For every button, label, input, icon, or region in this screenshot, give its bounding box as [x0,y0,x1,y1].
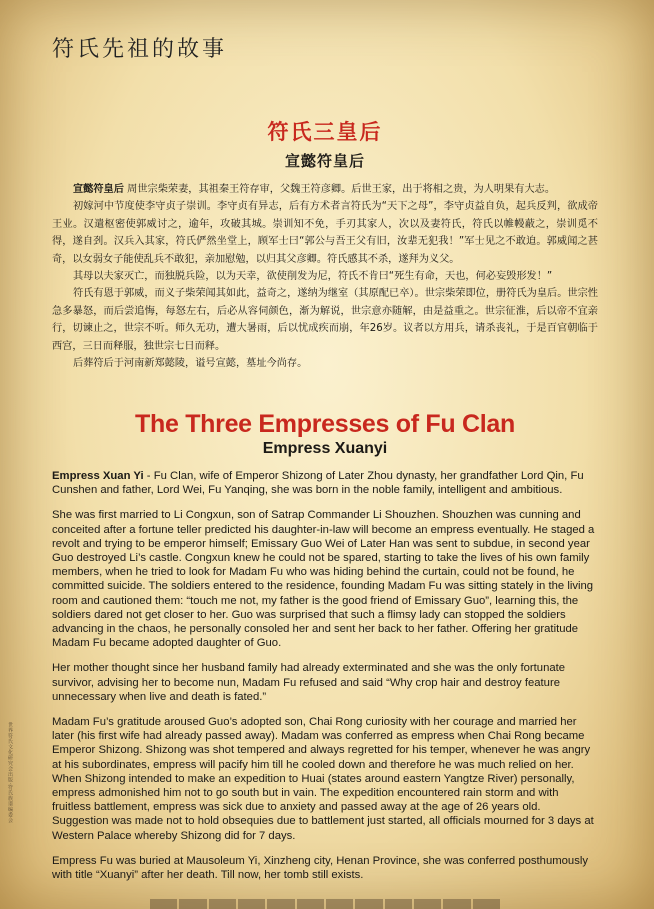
english-section [52,410,598,893]
english-paragraph-4: Madam Fu’s gratitude aroused Guo’s adopted son, Chai Rong curiosity with her courage and married her later (his first wife had already passed away). Madam was conferred as empress when Chai Rong became Emperor Shizong. Shizong was shot tempered and always regretted for his temper, whenever he was angry at his subordinates, empress will pacify him till he cooled down and therefore he was much relied on her. When Shizong intended to make an expedition to Huai (states around eastern Yangtze River) personally, empress admonished him not to go south but in vain. The expedition encountered rain storm and with fruitless battlement, empress was sick due to anxiety and passed away at the age of 26 years old. Suggestion was made not to hold obsequies due to battlement just started, all officials mourned for 3 days at Western Palace whereby Shizong did for 7 days. [52,716,594,842]
page-header-title: 符氏先祖的故事 [52,37,228,62]
side-credit-text: 世界符氏文化研究会出版·符氏族谱编委会 [7,722,13,824]
chinese-paragraph-1-text: 周世宗柴荣妻，其祖秦王符存审，父魏王符彦卿。后世王家，出于将相之贵，为人明果有大志。 [123,184,556,195]
chinese-paragraph-5: 后葬符后于河南新郑懿陵，谥号宣懿，墓址今尚存。 [73,358,308,370]
band-segment [297,899,324,909]
band-segment [326,899,353,909]
english-paragraph-1 [52,469,598,497]
band-segment [443,899,470,909]
english-lead-name: Empress Xuan Yi [52,470,144,482]
chinese-subtitle: 宣懿符皇后 [284,152,365,170]
english-paragraph-1-text: - Fu Clan, wife of Emperor Shizong of Later Zhou dynasty, her grandfather Lord Qin, Fu Cunshen and father, Lord Wei, Fu Yanqing, she was born in the noble family, intelligent and ambitious. [52,470,584,497]
english-paragraph-2: She was first married to Li Congxun, son of Satrap Commander Li Shouzhen. Shouzhen was cunning and conceited after a fortune teller predicted his daughter-in-law will become an empress eventually. He staged a revolt and trying to be emperor himself; Emissary Guo Wei of Later Han was sent to subdue, in second year Guo destroyed Li’s castle. Congxun knew he could not be spared, starting to take the lives of his own family members, when he tried to look for Madam Fu who was hiding behind the curtain, could not be found, he committed suicide. The soldiers entered to the residence, founding Madam Fu was sitting stately in the living room and cautioned them: “touch me not, my father is the good friend of Emissary Guo”, learning this, the soldiers dared not get closer to her. Guo was surprised that such a flimsy lady can stopped the soldiers advancing in the chaos, he personally consoled her and sent her back to her father. Offering her gratitude Madam Fu became adopted daughter of Guo. [52,509,595,650]
english-subtitle: Empress Xuanyi [262,440,388,457]
chinese-paragraph-1 [52,181,598,198]
band-segment [385,899,412,909]
chinese-section [52,116,598,372]
band-segment [267,899,294,909]
chinese-paragraph-2: 初嫁河中节度使李守贞子崇训。李守贞有异志，后有方术者言符氏为“天下之母”，李守贞益自负，起兵反判，欲成帝王业。汉遣枢密使郭威讨之，逾年，攻破其城。崇训知不免，手刃其家人，次以及妻符氏，符氏以帷幔蔽之，崇训觅不得，遂自刭。汉兵入其家，符氏俨然坐堂上，顾军士曰“郭公与吾王父有旧，汝辈无犯我！”军士见之不敢迫。郭威闻之甚奇，以女弱女子能使乱兵不敢犯，亲加慰勉，以归其父彦卿。符氏感其不杀，遂拜为义父。 [52,201,598,265]
band-segment [414,899,441,909]
chinese-paragraph-4: 符氏有恩于郭威，而义子柴荣闻其如此，益奇之，遂纳为继室（其原配已卒）。世宗柴荣即位，册符氏为皇后。世宗性急多暴怒，而后尝追悔，每怒左右，后必从容伺颜色，渐为解说，世宗意亦随解，由是益重之。世宗征淮，后以帝不宜亲行，切谏止之，世宗不听。师久无功，遭大暑雨，后以忧成疾而崩，年26岁。议者以方用兵，请杀丧礼，于是百官朝临于西宫，三日而释服，独世宗七日而释。 [52,288,598,352]
band-segment [355,899,382,909]
band-segment [209,899,236,909]
chinese-title: 符氏三皇后 [267,120,383,144]
chinese-lead-name: 宣懿符皇后 [73,184,124,195]
english-paragraph-5: Empress Fu was buried at Mausoleum Yi, Xinzheng city, Henan Province, she was conferred posthumously with title “Xuanyi” after her death. Till now, her tomb still exists. [52,854,589,882]
english-paragraph-3: Her mother thought since her husband family had already exterminated and she was the only fortunate survivor, advising her to become nun, Madam Fu refused and said “Why crop hair and destroy feature unnecessary when live and death is fated.” [52,662,566,703]
band-segment [179,899,206,909]
bottom-decorative-band [150,899,500,909]
band-segment [238,899,265,909]
english-title: The Three Empresses of Fu Clan [135,410,515,438]
band-segment [473,899,500,909]
band-segment [150,899,177,909]
chinese-paragraph-3: 其母以夫家灭亡，而独脱兵险，以为天幸，欲使削发为尼，符氏不肯曰“死生有命，天也，何必妄毁形发！” [73,271,553,283]
